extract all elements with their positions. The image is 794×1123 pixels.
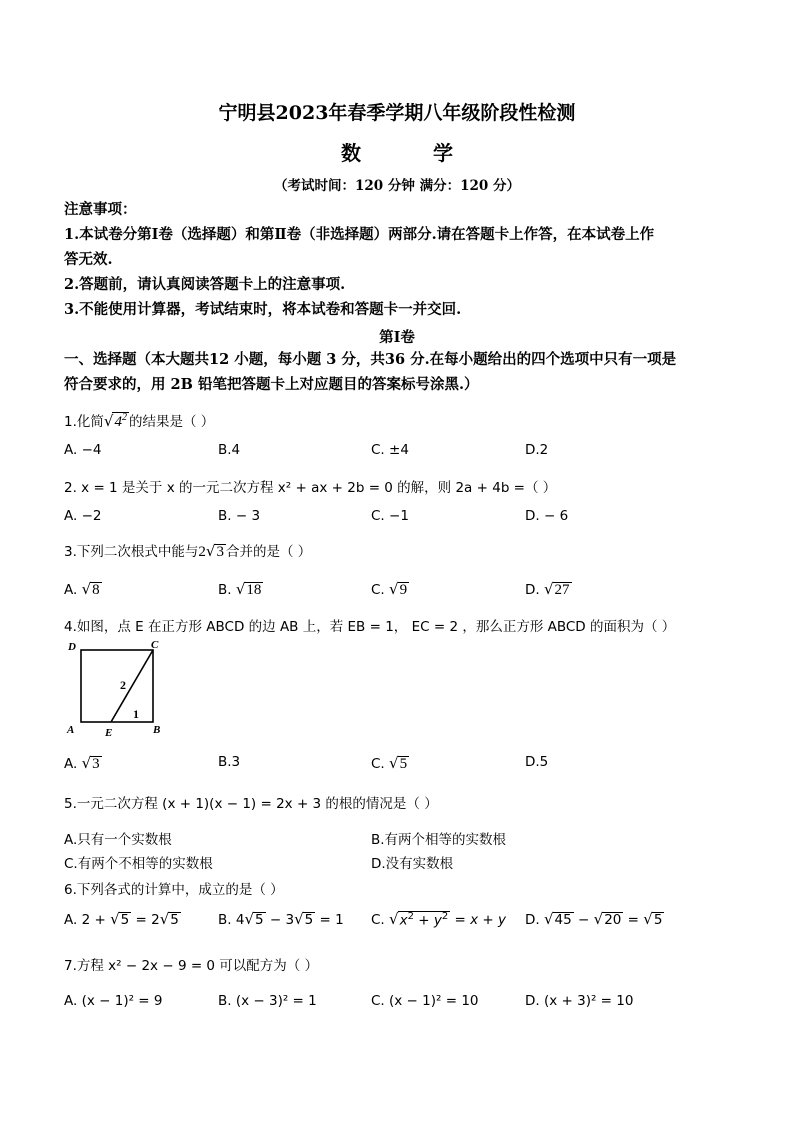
q5-option-a[interactable]: A.只有一个实数根 xyxy=(64,832,172,848)
q1-option-a[interactable]: A. −4 xyxy=(64,442,102,458)
label-eb-length: 1 xyxy=(133,707,139,721)
q7-option-c[interactable]: C. (x − 1)² = 10 xyxy=(371,993,479,1009)
section-instructions-cont: 符合要求的，用 2B 铅笔把答题卡上对应题目的答案标号涂黑.） xyxy=(64,376,479,393)
question-6: 6.下列各式的计算中，成立的是（ ） xyxy=(64,882,284,898)
q7-option-a[interactable]: A. (x − 1)² = 9 xyxy=(64,993,163,1009)
q6-option-c[interactable]: C. $√x^2 + y^2 = x + y$ xyxy=(371,910,507,928)
document-title: 宁明县2023年春季学期八年级阶段性检测 xyxy=(218,102,576,124)
q6-option-a[interactable]: A. 2 + √5 = 2√5 xyxy=(64,910,179,928)
question-7: 7.方程 x² − 2x − 9 = 0 可以配方为（ ） xyxy=(64,958,319,974)
q2-option-c[interactable]: C. −1 xyxy=(371,508,409,524)
question-3: 3.下列二次根式中能与2√3 合并的是（ ） xyxy=(64,542,312,560)
q4-option-c[interactable]: C. √5 xyxy=(371,754,408,772)
q7-option-b[interactable]: B. (x − 3)² = 1 xyxy=(218,993,317,1009)
exam-info: （考试时间：120 分钟 满分：120 分） xyxy=(274,178,520,194)
section-instructions: 一、选择题（本大题共12 小题，每小题 3 分，共36 分.在每小题给出的四个选项中只有一项是 xyxy=(64,351,677,368)
q3-option-b[interactable]: B. √18 xyxy=(218,580,262,598)
q3-option-c[interactable]: C. √9 xyxy=(371,580,408,598)
label-e: E xyxy=(105,727,113,739)
question-5: 5.一元二次方程 (x + 1)(x − 1) = 2x + 3 的根的情况是（ ） xyxy=(64,796,438,812)
volume-heading: 第Ⅰ卷 xyxy=(379,329,415,346)
q5-option-b[interactable]: B.有两个相等的实数根 xyxy=(371,832,507,848)
label-b: B xyxy=(153,724,161,736)
q6-option-d[interactable]: D. √45 − √20 = √5 xyxy=(525,910,663,928)
label-d: D xyxy=(68,641,76,653)
q1-option-c[interactable]: C. ±4 xyxy=(371,442,409,458)
q1-option-d[interactable]: D.2 xyxy=(525,442,549,458)
notes-heading: 注意事项： xyxy=(64,201,137,218)
q4-option-b[interactable]: B.3 xyxy=(218,754,241,770)
q7-option-d[interactable]: D. (x + 3)² = 10 xyxy=(525,993,634,1009)
q2-option-a[interactable]: A. −2 xyxy=(64,508,102,524)
q3-option-a[interactable]: A. √8 xyxy=(64,580,100,598)
q3-option-d[interactable]: D. √27 xyxy=(525,580,570,598)
subject-char-1: 数 xyxy=(341,141,362,165)
question-4: 4.如图，点 E 在正方形 ABCD 的边 AB 上，若 EB = 1， EC = 2 ，那么正方形 ABCD 的面积为（ ） xyxy=(64,619,676,635)
q2-option-b[interactable]: B. − 3 xyxy=(218,508,261,524)
question-1: 1.化简$√4^2$ 的结果是（ ） xyxy=(64,412,215,430)
note-1-cont: 答无效. xyxy=(64,251,113,268)
q2-option-d[interactable]: D. − 6 xyxy=(525,508,569,524)
label-c: C xyxy=(151,639,159,651)
q5-option-d[interactable]: D.没有实数根 xyxy=(371,856,454,872)
q4-option-a[interactable]: A. √3 xyxy=(64,754,100,772)
question-2: 2. x = 1 是关于 x 的一元二次方程 x² + ax + 2b = 0 的解，则 2a + 4b =（ ） xyxy=(64,480,557,496)
subject-char-2: 学 xyxy=(432,141,453,165)
q6-option-b[interactable]: B. 4√5 − 3√5 = 1 xyxy=(218,910,344,928)
subject-title xyxy=(0,137,794,166)
q1-radicand: $4^2$ xyxy=(114,412,127,430)
note-2: 2.答题前，请认真阅读答题卡上的注意事项. xyxy=(64,276,346,293)
label-a: A xyxy=(67,724,75,736)
q4-option-d[interactable]: D.5 xyxy=(525,754,549,770)
note-1: 1.本试卷分第Ⅰ卷（选择题）和第Ⅱ卷（非选择题）两部分.请在答题卡上作答，在本试卷上作 xyxy=(64,226,655,243)
q5-option-c[interactable]: C.有两个不相等的实数根 xyxy=(64,856,213,872)
note-3: 3.不能使用计算器，考试结束时，将本试卷和答题卡一并交回. xyxy=(64,301,462,318)
q1-option-b[interactable]: B.4 xyxy=(218,442,241,458)
label-ec-length: 2 xyxy=(120,678,126,692)
square-diagram xyxy=(62,638,172,740)
segment-ec xyxy=(111,650,153,722)
